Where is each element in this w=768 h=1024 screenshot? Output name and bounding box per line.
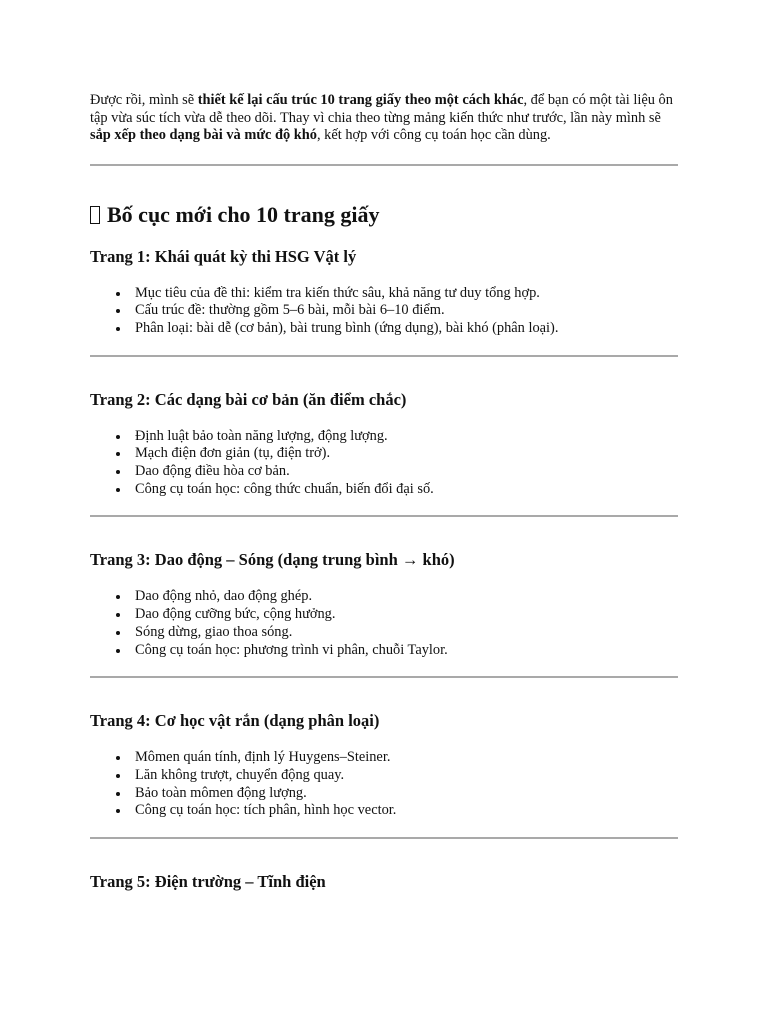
divider bbox=[90, 355, 678, 357]
list-item: Dao động cưỡng bức, cộng hưởng. bbox=[135, 606, 678, 624]
missing-glyph-icon bbox=[90, 206, 100, 224]
document-page bbox=[90, 92, 678, 892]
list-item: Định luật bảo toàn năng lượng, động lượng. bbox=[135, 428, 678, 446]
section-title: Trang 1: Khái quát kỳ thi HSG Vật lý bbox=[90, 246, 357, 266]
section-list bbox=[90, 588, 678, 659]
section-list bbox=[90, 285, 678, 338]
section-title: Trang 2: Các dạng bài cơ bản (ăn điểm chắc) bbox=[90, 389, 407, 409]
section-list bbox=[90, 428, 678, 499]
main-heading bbox=[90, 202, 678, 228]
list-item: Cấu trúc đề: thường gồm 5–6 bài, mỗi bài 6–10 điểm. bbox=[135, 302, 678, 320]
list-item: Bảo toàn mômen động lượng. bbox=[135, 785, 678, 803]
list-item: Sóng dừng, giao thoa sóng. bbox=[135, 624, 678, 642]
intro-bold-2: sắp xếp theo dạng bài và mức độ khó bbox=[90, 127, 317, 143]
intro-text-3: , kết hợp với công cụ toán học cần dùng. bbox=[316, 127, 551, 143]
intro-paragraph bbox=[90, 92, 678, 145]
list-item: Công cụ toán học: tích phân, hình học vector. bbox=[135, 802, 678, 820]
intro-text-2: , để bạn có một tài liệu ôn tập vừa súc tích vừa dễ theo dõi. Thay vì chia theo từng mảng kiến thức như trước, lần này mình sẽ bbox=[90, 92, 673, 126]
divider bbox=[90, 676, 678, 678]
list-item: Công cụ toán học: phương trình vi phân, chuỗi Taylor. bbox=[135, 642, 678, 660]
list-item: Công cụ toán học: công thức chuẩn, biến đổi đại số. bbox=[135, 481, 678, 499]
section-title: Trang 3: Dao động – Sóng (dạng trung bình → khó) bbox=[90, 550, 455, 570]
divider bbox=[90, 515, 678, 517]
section-title: Trang 4: Cơ học vật rắn (dạng phân loại) bbox=[90, 711, 380, 731]
section-list bbox=[90, 749, 678, 820]
intro-text-1: Được rồi, mình sẽ bbox=[90, 92, 198, 108]
list-item: Dao động nhỏ, dao động ghép. bbox=[135, 588, 678, 606]
list-item: Mạch điện đơn giản (tụ, điện trở). bbox=[135, 445, 678, 463]
intro-bold-1: thiết kế lại cấu trúc 10 trang giấy theo một cách khác bbox=[197, 92, 524, 108]
list-item: Lăn không trượt, chuyển động quay. bbox=[135, 767, 678, 785]
list-item: Mục tiêu của đề thi: kiểm tra kiến thức sâu, khả năng tư duy tổng hợp. bbox=[135, 285, 678, 303]
section-title: Trang 5: Điện trường – Tĩnh điện bbox=[90, 872, 326, 892]
list-item: Dao động điều hòa cơ bản. bbox=[135, 463, 678, 481]
divider bbox=[90, 837, 678, 839]
divider bbox=[90, 164, 678, 166]
list-item: Phân loại: bài dễ (cơ bản), bài trung bình (ứng dụng), bài khó (phân loại). bbox=[135, 320, 678, 338]
list-item: Mômen quán tính, định lý Huygens–Steiner. bbox=[135, 749, 678, 767]
main-heading-text: Bố cục mới cho 10 trang giấy bbox=[107, 201, 380, 227]
